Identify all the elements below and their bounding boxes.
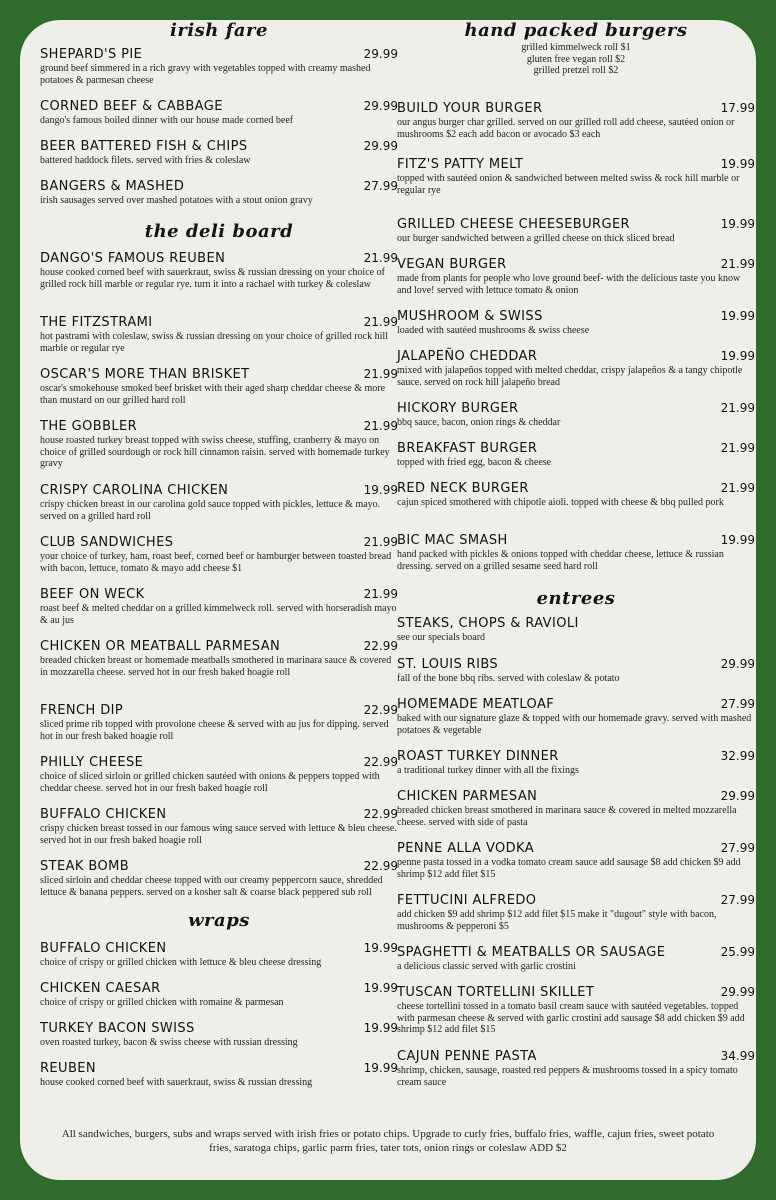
menu-item-header: [397, 440, 755, 457]
menu-item-header: [397, 400, 755, 417]
menu-item-name: PHILLY CHEESE: [40, 755, 144, 770]
menu-item-description: irish sausages served over mashed potatoes with a stout onion gravy: [40, 195, 313, 206]
menu-item-price: 19.99: [720, 533, 755, 547]
menu-item-header: [397, 656, 755, 673]
menu-item: [397, 400, 755, 429]
menu-item-name: CLUB SANDWICHES: [40, 535, 174, 550]
menu-item-price: 19.99: [363, 981, 398, 995]
menu-item-price: 21.99: [720, 441, 755, 455]
menu-item-header: [40, 980, 398, 997]
menu-item: [397, 892, 755, 932]
menu-item-description: loaded with sautéed mushrooms & swiss cheese: [397, 325, 590, 336]
menu-item-name: BUILD YOUR BURGER: [397, 101, 543, 116]
menu-item-description: cheese tortellini tossed in a tomato basil cream sauce with sautéed vegetables. topped with parmesan cheese & served with garlic crostini add sausage $8 add chicken $9 add shrimp $12 add filet $15: [397, 1001, 745, 1035]
menu-item-description: fall of the bone bbq ribs. served with coleslaw & potato: [397, 673, 620, 684]
section-heading-burgers: hand packed burgers: [464, 20, 688, 41]
menu-item-price: 21.99: [720, 481, 755, 495]
menu-item: [397, 348, 755, 388]
menu-item-header: [397, 348, 755, 365]
menu-item-description: crispy chicken breast in our carolina gold sauce topped with pickles, lettuce & mayo. served on a grilled hard roll: [40, 499, 381, 522]
menu-item-price: 29.99: [363, 99, 398, 113]
menu-item-name: CHICKEN CAESAR: [40, 981, 161, 996]
menu-item-header: [40, 1020, 398, 1037]
menu-item-description: dango's famous boiled dinner with our house made corned beef: [40, 115, 294, 126]
menu-item: [397, 840, 755, 880]
menu-item-header: [40, 418, 398, 435]
menu-item: [397, 696, 755, 736]
menu-item: [40, 940, 398, 969]
menu-item-price: 29.99: [363, 139, 398, 153]
menu-item-name: RED NECK BURGER: [397, 481, 529, 496]
menu-item-name: THE FITZSTRAMI: [40, 315, 153, 330]
menu-item-price: 21.99: [363, 419, 398, 433]
menu-item-name: DANGO'S FAMOUS REUBEN: [40, 251, 226, 266]
menu-item: [40, 138, 398, 167]
menu-item-name: MUSHROOM & SWISS: [397, 309, 543, 324]
menu-item-header: [397, 840, 755, 857]
menu-item-price: 22.99: [363, 755, 398, 769]
menu-item-name: PENNE ALLA VODKA: [397, 841, 535, 856]
menu-item-header: [40, 482, 398, 499]
menu-item-description: shrimp, chicken, sausage, roasted red peppers & mushrooms tossed in a spicy tomato cream sauce: [397, 1065, 738, 1088]
menu-item: [40, 98, 398, 127]
menu-item-price: 22.99: [363, 859, 398, 873]
menu-item: [397, 1048, 755, 1088]
menu-item-header: [40, 178, 398, 195]
menu-item-header: [397, 892, 755, 909]
menu-item-name: GRILLED CHEESE CHEESEBURGER: [397, 217, 630, 232]
menu-item-header: [397, 984, 755, 1001]
menu-footer-note: All sandwiches, burgers, subs and wraps served with irish fries or potato chips. Upgrade to curly fries, buffalo fries, waffle, cajun fries, sweet potato fries, saratoga chips, garlic parm fries, tater tots, onion rings or coleslaw ADD $2: [61, 1128, 715, 1154]
menu-item-name: FETTUCINI ALFREDO: [397, 893, 537, 908]
menu-item: [397, 748, 755, 777]
menu-item-name: TURKEY BACON SWISS: [40, 1021, 195, 1036]
menu-item-description: topped with fried egg, bacon & cheese: [397, 457, 552, 468]
menu-item-description: add chicken $9 add shrimp $12 add filet $15 make it "dugout" style with bacon, mushrooms & pepperoni $5: [397, 909, 717, 932]
menu-item: [397, 100, 755, 140]
menu-item-description: house cooked corned beef with sauerkraut, swiss & russian dressing on your choice of grilled rock hill marble or regular rye. turn it into a rachael with turkey & coleslaw: [40, 267, 385, 290]
menu-item-name: SHEPARD'S PIE: [40, 47, 143, 62]
section-heading-wraps: wraps: [188, 910, 250, 931]
menu-item-name: ROAST TURKEY DINNER: [397, 749, 559, 764]
menu-item-description: a traditional turkey dinner with all the fixings: [397, 765, 579, 776]
menu-item: [397, 480, 755, 509]
menu-item-price: 27.99: [720, 893, 755, 907]
menu-item-description: ground beef simmered in a rich gravy with vegetables topped with creamy mashed potatoes & parmesan cheese: [40, 63, 371, 86]
menu-item-price: 22.99: [363, 807, 398, 821]
menu-item-price: 29.99: [720, 789, 755, 803]
menu-item-header: [397, 480, 755, 497]
menu-item-name: CAJUN PENNE PASTA: [397, 1049, 537, 1064]
menu-item: [397, 256, 755, 296]
menu-item-header: [397, 216, 755, 233]
menu-item-name: CHICKEN PARMESAN: [397, 789, 538, 804]
menu-item-header: [40, 250, 398, 267]
menu-item-description: choice of crispy or grilled chicken with romaine & parmesan: [40, 997, 284, 1008]
menu-item-name: BREAKFAST BURGER: [397, 441, 538, 456]
menu-item-name: VEGAN BURGER: [397, 257, 507, 272]
menu-item-price: 27.99: [720, 841, 755, 855]
menu-item-header: [397, 616, 755, 632]
menu-item-description: oven roasted turkey, bacon & swiss cheese with russian dressing: [40, 1037, 298, 1048]
menu-item-description: house roasted turkey breast topped with swiss cheese, stuffing, cranberry & mayo on choice of grilled sourdough or rock hill cinnamon raisin. served with homemade turkey gravy: [40, 435, 390, 469]
menu-item-name: BUFFALO CHICKEN: [40, 807, 167, 822]
menu-item: [40, 366, 398, 406]
menu-item: [397, 440, 755, 469]
menu-item-header: [40, 586, 398, 603]
section-heading-irish-fare: irish fare: [170, 20, 268, 41]
section-heading-entrees: entrees: [536, 588, 616, 609]
menu-item: [397, 984, 755, 1036]
menu-item-description: sliced prime rib topped with provolone cheese & served with au jus for dipping. served hot in our fresh baked hoagie roll: [40, 719, 389, 742]
menu-item-header: [40, 702, 398, 719]
menu-item-name: BANGERS & MASHED: [40, 179, 185, 194]
menu-item-header: [40, 638, 398, 655]
menu-item-name: CHICKEN OR MEATBALL PARMESAN: [40, 639, 281, 654]
menu-item: [397, 308, 755, 337]
menu-item-price: 21.99: [363, 251, 398, 265]
menu-item-header: [397, 532, 755, 549]
menu-item-header: [40, 806, 398, 823]
menu-item-price: 19.99: [720, 157, 755, 171]
menu-item-description: see our specials board: [397, 632, 486, 643]
menu-item-price: 19.99: [720, 217, 755, 231]
menu-item: [40, 178, 398, 207]
menu-item: [40, 858, 398, 898]
menu-item-header: [40, 858, 398, 875]
menu-item-header: [40, 1060, 398, 1077]
menu-item-description: baked with our signature glaze & topped with our homemade gravy. served with mashed potatoes & vegetable: [397, 713, 752, 736]
menu-item-name: HICKORY BURGER: [397, 401, 519, 416]
menu-item: [40, 754, 398, 794]
menu-item-price: 19.99: [363, 941, 398, 955]
menu-item-description: battered haddock filets. served with fries & coleslaw: [40, 155, 251, 166]
menu-item-price: 27.99: [720, 697, 755, 711]
menu-item-price: 21.99: [363, 367, 398, 381]
menu-item-description: penne pasta tossed in a vodka tomato cream sauce add sausage $8 add chicken $9 add shrimp $12 add filet $15: [397, 857, 741, 880]
menu-item-name: BUFFALO CHICKEN: [40, 941, 167, 956]
menu-item-description: sliced sirloin and cheddar cheese topped with our creamy peppercorn sauce, shredded lettuce & banana peppers. served on a kosher salt & coarse black peppered sub roll: [40, 875, 383, 898]
menu-item-description: oscar's smokehouse smoked beef brisket with their aged sharp cheddar cheese & more than mustard on our grilled hard roll: [40, 383, 386, 406]
menu-item-price: 21.99: [363, 315, 398, 329]
menu-item: [40, 702, 398, 742]
menu-item-header: [397, 1048, 755, 1065]
menu-item-price: 19.99: [363, 1061, 398, 1075]
menu-item-price: 29.99: [363, 47, 398, 61]
menu-item: [397, 156, 755, 196]
menu-item-header: [397, 748, 755, 765]
menu-item-description: hand packed with pickles & onions topped with cheddar cheese, lettuce & russian dressing. served on a grilled sesame seed hard roll: [397, 549, 724, 572]
menu-item: [397, 656, 755, 685]
menu-item-price: 21.99: [363, 535, 398, 549]
menu-item-header: [40, 314, 398, 331]
menu-item-description: a delicious classic served with garlic crostini: [397, 961, 576, 972]
menu-item-header: [40, 98, 398, 115]
menu-item-header: [397, 696, 755, 713]
menu-item-header: [40, 754, 398, 771]
menu-item-price: 32.99: [720, 749, 755, 763]
menu-item-header: [40, 138, 398, 155]
menu-item: [40, 418, 398, 470]
menu-item: [397, 944, 755, 973]
menu-item-description: crispy chicken breast tossed in our famous wing sauce served with lettuce & bleu cheese. served hot in our fresh baked hoagie roll: [40, 823, 397, 846]
menu-item-header: [397, 100, 755, 117]
menu-item-price: 19.99: [720, 349, 755, 363]
burger-roll-option: gluten free vegan roll $2: [526, 53, 626, 65]
menu-item-description: our angus burger char grilled. served on our grilled roll add cheese, sautéed onion or mushrooms $2 each add bacon or avocado $3 each: [397, 117, 735, 140]
menu-item-header: [397, 944, 755, 961]
menu-item-price: 19.99: [363, 1021, 398, 1035]
menu-item-description: choice of crispy or grilled chicken with lettuce & bleu cheese dressing: [40, 957, 322, 968]
menu-item-header: [397, 308, 755, 325]
menu-item-price: 21.99: [363, 587, 398, 601]
section-heading-deli-board: the deli board: [144, 221, 294, 242]
menu-item-name: JALAPEÑO CHEDDAR: [397, 349, 538, 364]
menu-item-price: 21.99: [720, 257, 755, 271]
menu-item: [40, 250, 398, 290]
menu-item-description: bbq sauce, bacon, onion rings & cheddar: [397, 417, 561, 428]
menu-item-description: our burger sandwiched between a grilled cheese on thick sliced bread: [397, 233, 675, 244]
menu-item-name: CRISPY CAROLINA CHICKEN: [40, 483, 229, 498]
menu-item-header: [40, 46, 398, 63]
menu-item-price: 17.99: [720, 101, 755, 115]
menu-item-name: SPAGHETTI & MEATBALLS OR SAUSAGE: [397, 945, 666, 960]
menu-item: [40, 314, 398, 354]
menu-item: [40, 586, 398, 626]
menu-item-price: 19.99: [363, 483, 398, 497]
menu-item: [397, 216, 755, 245]
menu-item-price: 29.99: [720, 985, 755, 999]
menu-item-description: roast beef & melted cheddar on a grilled kimmelweck roll. served with horseradish mayo & au jus: [40, 603, 397, 626]
menu-item-header: [40, 534, 398, 551]
menu-item-name: CORNED BEEF & CABBAGE: [40, 99, 223, 114]
menu-item: [40, 46, 398, 86]
menu-item-name: THE GOBBLER: [40, 419, 138, 434]
menu-item-header: [397, 156, 755, 173]
menu-page: [20, 20, 756, 1180]
menu-item-description: your choice of turkey, ham, roast beef, corned beef or hamburger between toasted bread with bacon, lettuce, tomato & mayo add cheese $1: [40, 551, 392, 574]
menu-item-price: 22.99: [363, 639, 398, 653]
menu-item-name: REUBEN: [40, 1061, 97, 1076]
menu-item-description: made from plants for people who love ground beef- with the delicious taste you know and love! served with lettuce tomato & onion: [397, 273, 741, 296]
menu-item-name: BIC MAC SMASH: [397, 533, 508, 548]
menu-item-description: mixed with jalapeños topped with melted cheddar, crispy jalapeños & a tangy chipotle sauce. served on rock hill jalapeño bread: [397, 365, 743, 388]
menu-item-description: choice of sliced sirloin or grilled chicken sautéed with onions & peppers topped with cheddar cheese. served hot in our fresh baked hoagie roll: [40, 771, 380, 794]
menu-item-price: 21.99: [720, 401, 755, 415]
menu-item: [40, 980, 398, 1009]
menu-item-header: [397, 788, 755, 805]
menu-item-header: [40, 366, 398, 383]
menu-item-price: 34.99: [720, 1049, 755, 1063]
menu-item-header: [397, 256, 755, 273]
burger-roll-option: grilled pretzel roll $2: [533, 65, 619, 76]
menu-item-name: FRENCH DIP: [40, 703, 124, 718]
menu-item: [397, 532, 755, 572]
menu-item-description: hot pastrami with coleslaw, swiss & russian dressing on your choice of grilled rock hill marble or regular rye: [40, 331, 388, 354]
menu-item-description: topped with sautéed onion & sandwiched between melted swiss & rock hill marble or regular rye: [397, 173, 740, 196]
menu-item: [40, 806, 398, 846]
menu-item-name: ST. LOUIS RIBS: [397, 657, 499, 672]
menu-item-price: 27.99: [363, 179, 398, 193]
menu-item-name: FITZ'S PATTY MELT: [397, 157, 524, 172]
menu-item-name: BEEF ON WECK: [40, 587, 145, 602]
menu-item-name: HOMEMADE MEATLOAF: [397, 697, 555, 712]
menu-item-name: STEAKS, CHOPS & RAVIOLI: [397, 616, 579, 631]
menu-item-description: house cooked corned beef with sauerkraut, swiss & russian dressing: [40, 1077, 313, 1088]
menu-item-name: TUSCAN TORTELLINI SKILLET: [397, 985, 595, 1000]
menu-item: [40, 1060, 398, 1089]
menu-item-name: OSCAR'S MORE THAN BRISKET: [40, 367, 250, 382]
menu-item: [397, 788, 755, 828]
menu-item-name: STEAK BOMB: [40, 859, 130, 874]
menu-item-description: breaded chicken breast smothered in marinara sauce & covered in melted mozzarella cheese. served with side of pasta: [397, 805, 737, 828]
menu-item-price: 22.99: [363, 703, 398, 717]
menu-item-description: breaded chicken breast or homemade meatballs smothered in marinara sauce & covered in mozzarella cheese. served hot in our fresh baked hoagie roll: [40, 655, 392, 678]
menu-item-header: [40, 940, 398, 957]
burger-roll-option: grilled kimmelweck roll $1: [521, 42, 631, 53]
menu-item-description: cajun spiced smothered with chipotle aioli. topped with cheese & bbq pulled pork: [397, 497, 724, 508]
menu-item-name: BEER BATTERED FISH & CHIPS: [40, 139, 248, 154]
menu-item-price: 19.99: [720, 309, 755, 323]
menu-item: [40, 482, 398, 522]
menu-item: [40, 1020, 398, 1049]
menu-item-price: 29.99: [720, 657, 755, 671]
menu-item-price: 25.99: [720, 945, 755, 959]
menu-item: [397, 616, 755, 644]
menu-item: [40, 638, 398, 678]
menu-item: [40, 534, 398, 574]
